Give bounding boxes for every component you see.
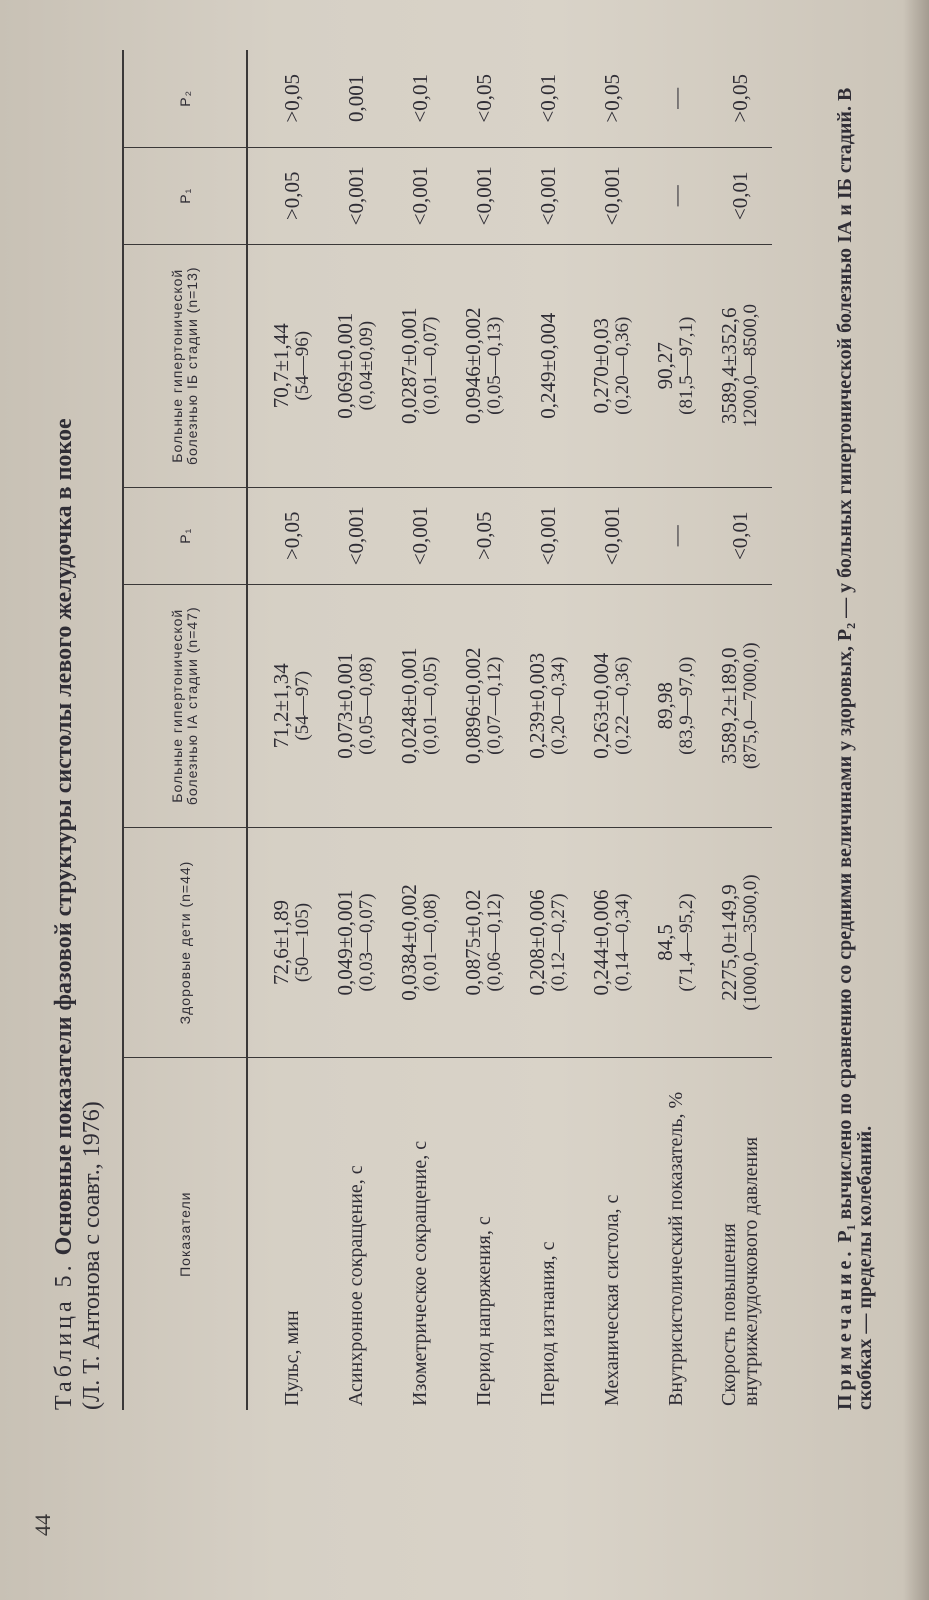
ia-cell <box>388 584 452 827</box>
p1a-cell: >0,05 <box>452 487 516 584</box>
ib-range: (0,01—0,07) <box>420 316 441 415</box>
ib-range: (81,5—97,1) <box>676 316 697 415</box>
ib-value: 0,270±0,03 <box>589 317 613 414</box>
header-indicator: Показатели <box>123 1058 247 1410</box>
header-p1-b: P₁ <box>123 147 247 244</box>
ia-cell <box>324 584 388 827</box>
ia-range: (54—97) <box>292 670 313 741</box>
row-name: Период изгнания, с <box>537 1241 559 1406</box>
p1b-cell: — <box>644 147 708 244</box>
healthy-range: (0,01—0,08) <box>420 893 441 992</box>
ia-cell <box>644 584 708 827</box>
ib-range: (54—96) <box>292 330 313 401</box>
p2-cell: >0,05 <box>708 50 772 147</box>
p1b-cell: <0,001 <box>388 147 452 244</box>
ib-cell <box>580 244 644 487</box>
ia-cell <box>452 584 516 827</box>
p1b-cell: >0,05 <box>247 147 324 244</box>
healthy-range: (0,06—0,12) <box>484 893 505 992</box>
ia-value: 0,263±0,004 <box>589 652 613 759</box>
ia-value: 0,073±0,001 <box>333 652 357 759</box>
ia-value: 89,98 <box>653 682 677 730</box>
ia-range: (0,22—0,36) <box>612 656 633 755</box>
ib-range: (0,04±0,09) <box>356 320 377 411</box>
ib-cell <box>388 244 452 487</box>
row-name: Скорость повышения внутрижелудочкового давления <box>718 1136 762 1406</box>
header-ia: Больные гипертонической болезнью IА стадии (n=47) <box>123 584 247 827</box>
healthy-cell <box>324 827 388 1058</box>
ia-value: 0,239±0,003 <box>525 652 549 759</box>
table-row <box>516 50 580 1410</box>
ia-range: (83,9—97,0) <box>676 656 697 755</box>
p2-cell: 0,001 <box>324 50 388 147</box>
table-header-row <box>123 50 247 1410</box>
table-row <box>452 50 516 1410</box>
p2-cell: <0,01 <box>516 50 580 147</box>
healthy-cell <box>708 827 772 1058</box>
ia-range: (875,0—7000,0) <box>740 642 761 770</box>
p1a-cell: <0,001 <box>388 487 452 584</box>
ib-value: 0,0946±0,002 <box>461 307 485 425</box>
header-p1-a: P₁ <box>123 487 247 584</box>
healthy-value: 84,5 <box>653 924 677 961</box>
healthy-range: (50—105) <box>292 902 313 983</box>
ia-range: (0,20—0,34) <box>548 656 569 755</box>
table-caption <box>50 110 106 1410</box>
header-healthy: Здоровые дети (n=44) <box>123 827 247 1058</box>
page-number: 44 <box>30 1514 55 1536</box>
p2-cell: >0,05 <box>247 50 324 147</box>
ib-cell <box>247 244 324 487</box>
note-text: P₁ вычислено по сравнению со средними величинами у здоровых, P₂ — у больных гипертонической болезнью IА и IБ стадий. В скобках — пределы колебаний. <box>834 87 876 1410</box>
ia-value: 0,0896±0,002 <box>461 647 485 764</box>
ib-value: 0,0287±0,001 <box>397 307 421 425</box>
ia-range: (0,01—0,05) <box>420 656 441 755</box>
healthy-value: 0,0875±0,02 <box>461 889 485 996</box>
ib-value: 0,069±0,001 <box>333 312 357 419</box>
healthy-range: (0,12—0,27) <box>548 893 569 992</box>
table-row <box>708 50 772 1410</box>
healthy-range: (0,03—0,07) <box>356 893 377 992</box>
data-table <box>122 50 772 1410</box>
healthy-value: 0,244±0,006 <box>589 889 613 996</box>
healthy-cell <box>247 827 324 1058</box>
ib-value: 90,27 <box>653 342 677 390</box>
p1a-cell: <0,01 <box>708 487 772 584</box>
p2-cell: <0,01 <box>388 50 452 147</box>
ia-cell <box>580 584 644 827</box>
healthy-range: (1000,0—3500,0) <box>740 874 761 1011</box>
table-row <box>388 50 452 1410</box>
healthy-value: 0,049±0,001 <box>333 889 357 996</box>
row-name: Механическая систола, с <box>601 1194 623 1406</box>
ib-cell <box>708 244 772 487</box>
healthy-value: 0,208±0,006 <box>525 889 549 996</box>
caption-title: Основные показатели фазовой структуры систолы левого желудочка в покое <box>51 418 77 1256</box>
p1a-cell: <0,001 <box>324 487 388 584</box>
ib-value: 0,249±0,004 <box>536 312 560 419</box>
p1a-cell: >0,05 <box>247 487 324 584</box>
ib-range: (0,05—0,13) <box>484 316 505 415</box>
row-name: Внутрисистолический показатель, % <box>665 1091 687 1406</box>
ia-value: 71,2±1,34 <box>269 663 293 749</box>
header-p2: P₂ <box>123 50 247 147</box>
ia-cell <box>708 584 772 827</box>
row-name: Изометрическое сокращение, с <box>409 1140 431 1406</box>
table-row <box>247 50 324 1410</box>
table-note <box>835 30 875 1410</box>
p1a-cell: — <box>644 487 708 584</box>
table-row <box>324 50 388 1410</box>
healthy-cell <box>452 827 516 1058</box>
p1b-cell: <0,001 <box>516 147 580 244</box>
p2-cell: >0,05 <box>580 50 644 147</box>
caption-source: (Л. Т. Антонова с соавт., 1976) <box>79 1101 105 1410</box>
ia-cell <box>516 584 580 827</box>
ib-range: 1200,0—8500,0 <box>740 304 761 428</box>
ia-value: 3589,2±189,0 <box>717 647 741 764</box>
p1b-cell: <0,01 <box>708 147 772 244</box>
ib-value: 70,7±1,44 <box>269 323 293 409</box>
ia-cell <box>247 584 324 827</box>
row-name: Период напряжения, с <box>473 1216 495 1406</box>
healthy-cell <box>388 827 452 1058</box>
caption-label: Таблица 5. <box>51 1261 77 1410</box>
table-row <box>580 50 644 1410</box>
p1b-cell: <0,001 <box>452 147 516 244</box>
ib-cell <box>452 244 516 487</box>
ia-range: (0,05—0,08) <box>356 656 377 755</box>
ib-cell <box>516 244 580 487</box>
healthy-value: 0,0384±0,002 <box>397 884 421 1001</box>
note-label: Примечание. <box>834 1247 856 1410</box>
healthy-range: (71,4—95,2) <box>676 893 697 992</box>
p1a-cell: <0,001 <box>580 487 644 584</box>
table-row <box>644 50 708 1410</box>
healthy-value: 2275,0±149,9 <box>717 884 741 1001</box>
p2-cell: — <box>644 50 708 147</box>
healthy-range: (0,14—0,34) <box>612 893 633 992</box>
healthy-value: 72,6±1,89 <box>269 900 293 986</box>
p1a-cell: <0,001 <box>516 487 580 584</box>
ib-cell <box>324 244 388 487</box>
header-ib: Больные гипертонической болезнью IБ стадии (n=13) <box>123 244 247 487</box>
ib-range: (0,20—0,36) <box>612 316 633 415</box>
p1b-cell: <0,001 <box>324 147 388 244</box>
p1b-cell: <0,001 <box>580 147 644 244</box>
p2-cell: <0,05 <box>452 50 516 147</box>
ib-cell <box>644 244 708 487</box>
healthy-cell <box>644 827 708 1058</box>
healthy-cell <box>516 827 580 1058</box>
ib-value: 3589,4±352,6 <box>717 307 741 425</box>
ia-range: (0,07—0,12) <box>484 656 505 755</box>
row-name: Пульс, мин <box>281 1310 303 1406</box>
row-name: Асинхронное сокращение, с <box>345 1165 367 1406</box>
ia-value: 0,0248±0,001 <box>397 647 421 764</box>
healthy-cell <box>580 827 644 1058</box>
